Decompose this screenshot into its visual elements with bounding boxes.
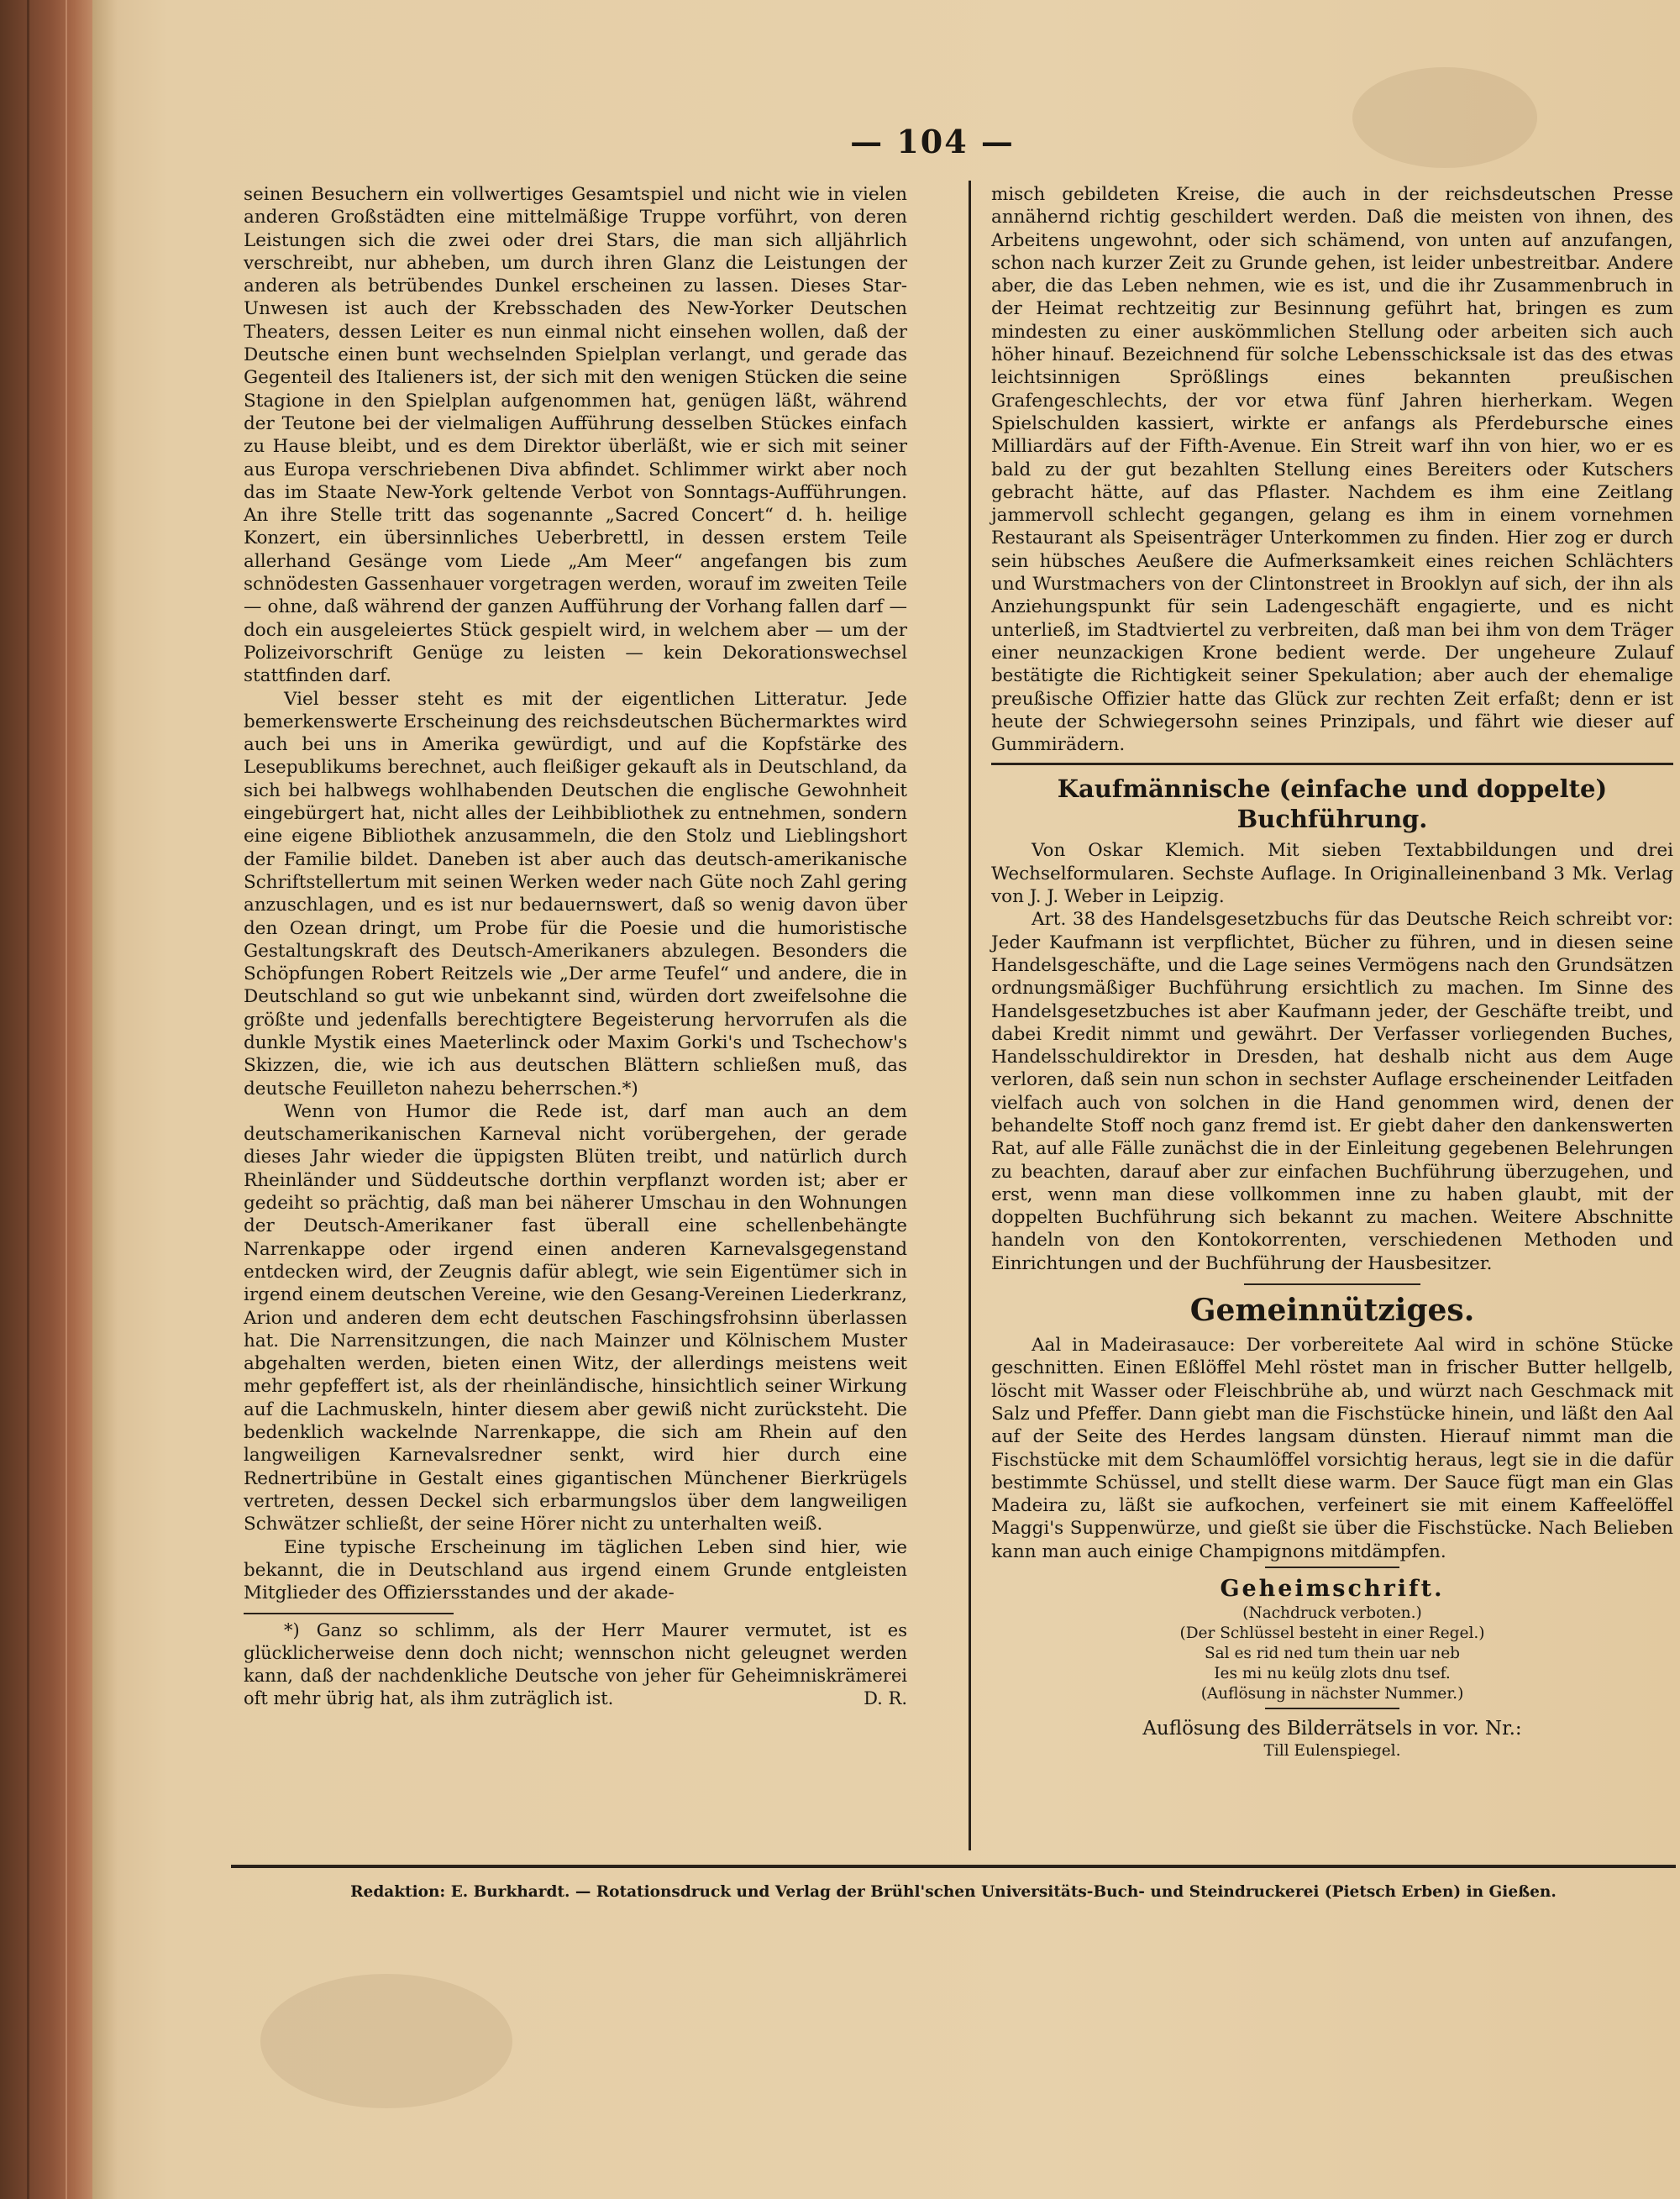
article-paragraph: Wenn von Humor die Rede ist, darf man auch an dem deutschamerikanischen Karneval nicht vorübergehen, der gerade dieses Jahr wieder die üppigsten Blüten treibt, und natürlich durch Rheinländer und Süddeutsche dorthin verpflanzt worden ist; aber er gedeiht so prächtig, daß man bei näherer Umschau in den Wohnungen der Deutsch-Amerikaner fast überall eine schellenbehängte Narrenkappe oder irgend einen anderen Karnevalsgegenstand entdecken wird, der Zeugnis dafür ablegt, wie sein Eigentümer sich in irgend einem deutschen Vereine, wie den Gesang-Vereinen Liederkranz, Arion und anderen dem echt deutschen Faschingsfrohsinn überlassen hat. Die Narrensitzungen, die nach Mainzer und Kölnischem Muster abgehalten werden, bieten einen Witz, der allerdings meistens weit mehr gepfeffert ist, als der rheinländische, hinsichtlich seiner Wirkung auf die Lachmuskeln, hinter diesem aber gewiß nicht zurücksteht. Die bedenklich wackelnde Narrenkappe, die sich am Rhein auf den langweiligen Karnevalsredner senkt, wird hier durch eine Rednertribüne in Gestalt eines gigantischen Münchener Bierkrügels vertreten, dessen Deckel sich erbarmungslos über dem langweiligen Schwätzer schließt, der seine Hörer nicht zu unterhalten weiß. <box>244 1100 907 1535</box>
imprint-footer: Redaktion: E. Burkhardt. — Rotationsdruck und Verlag der Brühl'schen Universitäts-Buch- und Steindruckerei (Pietsch Erben) in Gießen. <box>350 1883 1557 1901</box>
section-divider <box>991 763 1673 765</box>
useful-tips-heading: Gemeinnütziges. <box>1189 1293 1475 1329</box>
footnote-text: *) Ganz so schlimm, als der Herr Maurer vermutet, ist es glücklicherweise denn doch nicht; wennschon nicht geleugnet werden kann, daß der nachdenkliche Deutsche von jeher für Geheimniskrämerei oft mehr übrig hat, als ihm zuträglich ist. <box>244 1620 907 1709</box>
column-divider <box>969 181 971 1850</box>
binding-line <box>66 0 67 2199</box>
footnote-signature: D. R. <box>864 1688 907 1709</box>
newspaper-page <box>92 0 1680 2199</box>
recipe-text: Aal in Madeirasauce: Der vorbereitete Aal wird in schöne Stücke geschnitten. Einen Eßlöffel Mehl röstet man in frischer Butter hellgelb, löscht mit Wasser oder Fleischbrühe ab, und würzt nach Geschmack mit Salz und Pfeffer. Dann giebt man die Fischstücke hinein, und läßt den Aal auf der Seite des Herdes langsam dünsten. Hierauf nimmt man die Fischstücke mit dem Schaumlöffel vorsichtig heraus, legt sie in die dafür bestimmte Schüssel, und stellt diese warm. Der Sauce fügt man ein Glas Madeira zu, läßt sie aufkochen, verfeinert sie mit einem Kaffeelöffel Maggi's Suppenwürze, und gießt sie über die Fischstücke. Nach Belieben kann man auch einige Champignons mitdämpfen. <box>991 1335 1673 1562</box>
article-paragraph: seinen Besuchern ein vollwertiges Gesamtspiel und nicht wie in vielen anderen Großstädten eine mittelmäßige Truppe vorführt, von deren Leistungen sich die zwei oder drei Stars, die man sich alljährlich verschreibt, nur abheben, um durch ihren Glanz die Leistungen der anderen als betrübendes Dunkel erscheinen zu lassen. Dieses Star-Unwesen ist auch der Krebsschaden des New-Yorker Deutschen Theaters, dessen Leiter es nun einmal nicht einsehen wollen, daß der Deutsche einen bunt wechselnden Spielplan verlangt, und gerade das Gegenteil des Italieners ist, der sich mit den wenigen Stücken die seine Stagione in den Spielplan aufgenommen hat, genügen läßt, während der Teutone bei der vielmaligen Aufführung desselben Stückes einfach zu Hause bleibt, und es dem Direktor überläßt, wie er sich mit seiner aus Europa verschriebenen Diva abfindet. Schlimmer wirkt aber noch das im Staate New-York geltende Verbot von Sonntags-Aufführungen. An ihre Stelle tritt das sogenannte „Sacred Concert“ d. h. heilige Konzert, ein übersinnliches Ueberbrettl, in dessen erstem Teile allerhand Gesänge vom Liede „Am Meer“ angefangen bis zum schnödesten Gassenhauer vorgetragen werden, worauf im zweiten Teile — ohne, daß während der ganzen Aufführung der Vorhang fallen darf — doch ein ausgeleiertes Stück gespielt wird, in welchem aber — um der Polizeivorschrift Genüge zu leisten — kein Dekorationswechsel stattfinden darf. <box>244 184 907 687</box>
section-divider <box>1265 1708 1399 1709</box>
riddle-line: (Der Schlüssel besteht in einer Regel.) <box>1179 1624 1485 1643</box>
book-review-intro: Von Oskar Klemich. Mit sieben Textabbildungen und drei Wechselformularen. Sechste Auflage. In Originalleinenband 3 Mk. Verlag von J. J. Weber in Leipzig. <box>991 840 1673 908</box>
article-paragraph: Eine typische Erscheinung im täglichen Leben sind hier, wie bekannt, die in Deutschland aus irgend einem Grunde entgleisten Mitglieder des Offiziersstandes und der akade- <box>244 1536 907 1604</box>
book-review-text: Art. 38 des Handelsgesetzbuchs für das Deutsche Reich schreibt vor: Jeder Kaufmann ist verpflichtet, Bücher zu führen, und in diesen seine Handelsgeschäfte, und die Lage seines Vermögens nach den Grundsätzen ordnungsmäßiger Buchführung ersichtlich zu machen. Im Sinne des Handelsgesetzbuches ist aber Kaufmann jeder, der Geschäfte treibt, und dabei Kredit nimmt und gewährt. Der Verfasser vorliegenden Buches, Handelsschuldirektor in Dresden, hat deshalb nicht aus dem Auge verloren, daß sein nun schon in sechster Auflage erscheinender Leitfaden vielfach auch von solchen in die Hand genommen wird, denen der behandelte Stoff noch ganz fremd ist. Er giebt daher den dankenswerten Rat, auf alle Fälle zunächst die in der Einleitung gegebenen Belehrungen zu beachten, darauf aber zur einfachen Buchführung überzugehen, und erst, wenn man diese vollkommen inne zu haben glaubt, mit der doppelten Buchführung sich bekannt zu machen. Weitere Abschnitte handeln von den Kontokorrenten, verschiedenen Methoden und Einrichtungen und der Buchführung der Hausbesitzer. <box>991 909 1673 1274</box>
riddle-title: Geheimschrift. <box>1220 1576 1445 1603</box>
book-binding-edge <box>0 0 92 2199</box>
book-review-heading: Kaufmännische (einfache und doppelte) Buchführung. <box>1057 774 1608 834</box>
left-column <box>244 183 907 1855</box>
section-divider <box>1265 1567 1399 1568</box>
riddle-solution-heading: Auflösung des Bilderrätsels in vor. Nr.: <box>1142 1718 1522 1740</box>
binding-line <box>27 0 29 2199</box>
page-number: — 104 — <box>850 123 1015 160</box>
riddle-line: Sal es rid ned tum thein uar neb <box>1204 1645 1461 1663</box>
paper-stain <box>260 1974 512 2108</box>
footer-divider <box>231 1865 1676 1868</box>
footnote-divider <box>244 1613 454 1614</box>
section-divider <box>1244 1283 1420 1285</box>
riddle-line: Ies mi nu keülg zlots dnu tsef. <box>1214 1665 1451 1683</box>
right-column <box>991 183 1673 1855</box>
article-paragraph: Viel besser steht es mit der eigentlichen Litteratur. Jede bemerkenswerte Erscheinung des reichsdeutschen Büchermarktes wird auch bei uns in Amerika gewürdigt, und auf die Kopfstärke des Lesepublikums berechnet, auch fleißiger gekauft als in Deutschland, da sich bei halbwegs wohlhabenden Deutschen die englische Gewohnheit eingebürgert hat, nicht alles der Leihbibliothek zu entnehmen, sondern eine eigene Bibliothek anzusammeln, die den Stolz und Lieblingshort der Familie bildet. Daneben ist aber auch das deutsch-amerikanische Schriftstellertum mit seinen Werken weder nach Güte noch Zahl gering anzuschlagen, und es ist nur bedauernswert, daß so wenig davon über den Ozean dringt, um Probe für die Poesie und die humoristische Gestaltungskraft des Deutsch-Amerikaners abzulegen. Besonders die Schöpfungen Robert Reitzels wie „Der arme Teufel“ und andere, die in Deutschland so gut wie unbekannt sind, würden dort zweifelsohne die größte und jedenfalls berechtigtere Begeisterung hervorrufen als die dunkle Mystik eines Maeterlinck oder Maxim Gorki's und Tschechow's Skizzen, die, wie ich aus deutschen Blättern schließen muß, das deutsche Feuilleton nahezu beherrschen.*) <box>244 688 907 1100</box>
riddle-line: (Auflösung in nächster Nummer.) <box>1200 1685 1464 1703</box>
article-continuation: misch gebildeten Kreise, die auch in der reichsdeutschen Presse annähernd richtig geschildert werden. Daß die meisten von ihnen, des Arbeitens ungewohnt, oder sich schämend, von unten auf anzufangen, schon nach kurzer Zeit zu Grunde gehen, ist leider unbestreitbar. Andere aber, die das Leben nehmen, wie es ist, und die ihr Zusammenbruch in der Heimat rechtzeitig zur Besinnung geführt hat, bringen es zum mindesten zu einer auskömmlichen Stellung oder arbeiten sich auch höher hinauf. Bezeichnend für solche Lebensschicksale ist das des etwas leichtsinnigen Sprößlings eines bekannten preußischen Grafengeschlechts, der vor etwa fünf Jahren hierherkam. Wegen Spielschulden kassiert, wirkte er anfangs als Pferdebursche eines Milliardärs auf der Fifth-Avenue. Ein Streit warf ihn von hier, wo er es bald zu der gut bezahlten Stellung eines Bereiters oder Kutschers gebracht hätte, auf das Pflaster. Nachdem es ihm eine Zeitlang jammervoll schlecht gegangen, gelang es ihm in einem vornehmen Restaurant als Speisenträger Unterkommen zu finden. Hier zog er durch sein hübsches Aeußere die Aufmerksamkeit eines reichen Schlächters und Wurstmachers von der Clintonstreet in Brooklyn auf sich, der ihn als Anziehungspunkt für sein Ladengeschäft engagierte, und es nicht unterließ, im Stadtviertel zu verbreiten, daß man bei ihm von dem Träger einer neunzackigen Krone bedient werde. Der ungeheure Zulauf bestätigte die Richtigkeit seiner Spekulation; aber auch der ehemalige preußische Offizier hatte das Glück zur rechten Zeit erfaßt; denn er ist heute der Schwiegersohn seines Prinzipals, und fährt wie dieser auf Gummirädern. <box>991 184 1673 756</box>
footnote <box>244 1619 907 1710</box>
riddle-line: (Nachdruck verboten.) <box>1242 1604 1422 1623</box>
riddle-solution: Till Eulenspiegel. <box>1263 1742 1401 1761</box>
paper-stain <box>1352 67 1537 168</box>
